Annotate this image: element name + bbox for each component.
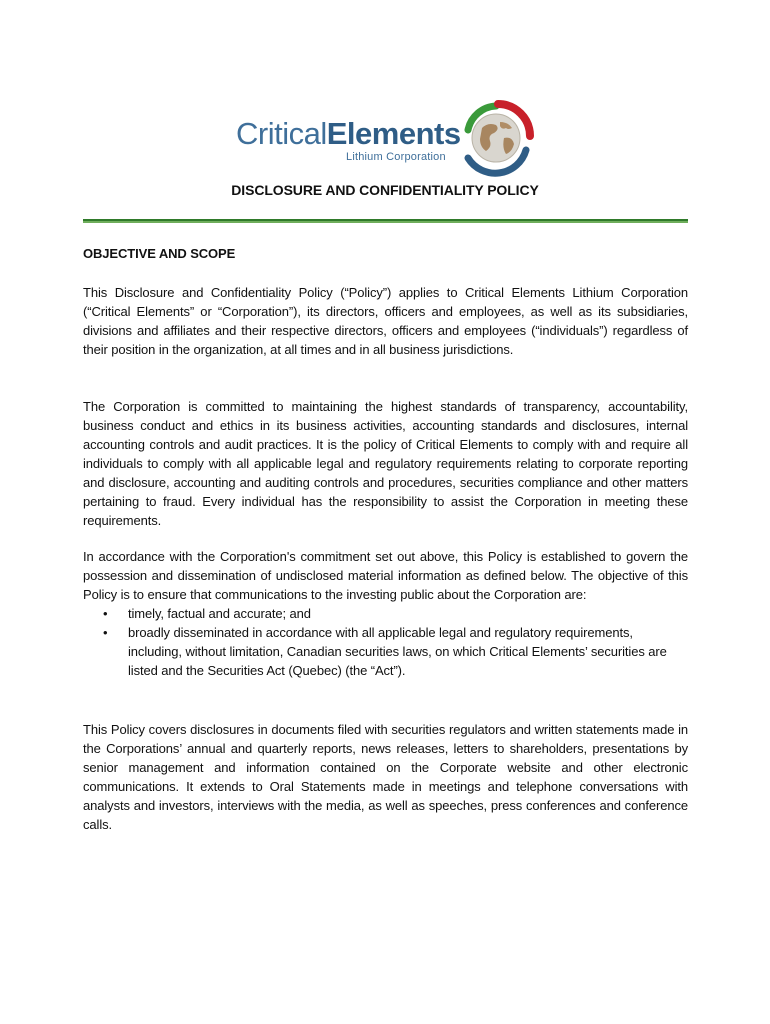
document-title: DISCLOSURE AND CONFIDENTIALITY POLICY (231, 182, 539, 198)
list-item-text: broadly disseminated in accordance with all applicable legal and regulatory requirements, including, without limitation, Canadian securities laws, on which Critical Elements’ securities are listed and the Securities Act (Quebec) (the “Act”). (128, 625, 667, 678)
list-item (83, 604, 688, 623)
logo-word-critical: Critical (236, 116, 327, 151)
paragraph-3 (83, 547, 688, 680)
logo-word-elements: Elements (326, 116, 461, 151)
logo-subtitle: Lithium Corporation (346, 151, 446, 163)
list-item (83, 623, 688, 680)
logo-wordmark (236, 118, 461, 149)
title-divider (83, 219, 688, 223)
bullet-list (83, 604, 688, 680)
paragraph-3-text: In accordance with the Corporation's commitment set out above, this Policy is established to govern the possession and dissemination of undisclosed material information as defined below. The objective of this Policy is to ensure that communications to the investing public about the Corporation are: (83, 549, 688, 602)
bullet-icon: • (103, 606, 108, 621)
paragraph-2: The Corporation is committed to maintaining the highest standards of transparency, accountability, business conduct and ethics in its business activities, accounting standards and disclosures, internal accounting controls and audit practices. It is the policy of Critical Elements to comply with and require all individuals to comply with all applicable legal and regulatory requirements relating to corporate reporting and disclosure, accounting and auditing controls and procedures, securities compliance and other matters pertaining to fraud. Every individual has the responsibility to assist the Corporation in meeting these requirements. (83, 399, 688, 528)
bullet-icon: • (103, 625, 108, 640)
paragraph-4: This Policy covers disclosures in documents filed with securities regulators and written statements made in the Corporations’ annual and quarterly reports, news releases, letters to shareholders, presentations by senior management and information contained on the Corporate website and other electronic communications. It extends to Oral Statements made in meetings and telephone conversations with analysts and investors, interviews with the media, as well as speeches, press conferences and conference calls. (83, 722, 688, 832)
paragraph-1: This Disclosure and Confidentiality Policy (“Policy”) applies to Critical Elements Lithium Corporation (“Critical Elements” or “Corporation”), its directors, officers and employees, as well as its subsidiaries, divisions and affiliates and their respective directors, officers and employees (“individuals”) regardless of their position in the organization, at all times and in all business jurisdictions. (83, 285, 688, 357)
list-item-text: timely, factual and accurate; and (128, 606, 311, 621)
company-logo (236, 100, 536, 180)
globe-logo-icon (454, 100, 536, 180)
section-heading: OBJECTIVE AND SCOPE (83, 246, 236, 261)
